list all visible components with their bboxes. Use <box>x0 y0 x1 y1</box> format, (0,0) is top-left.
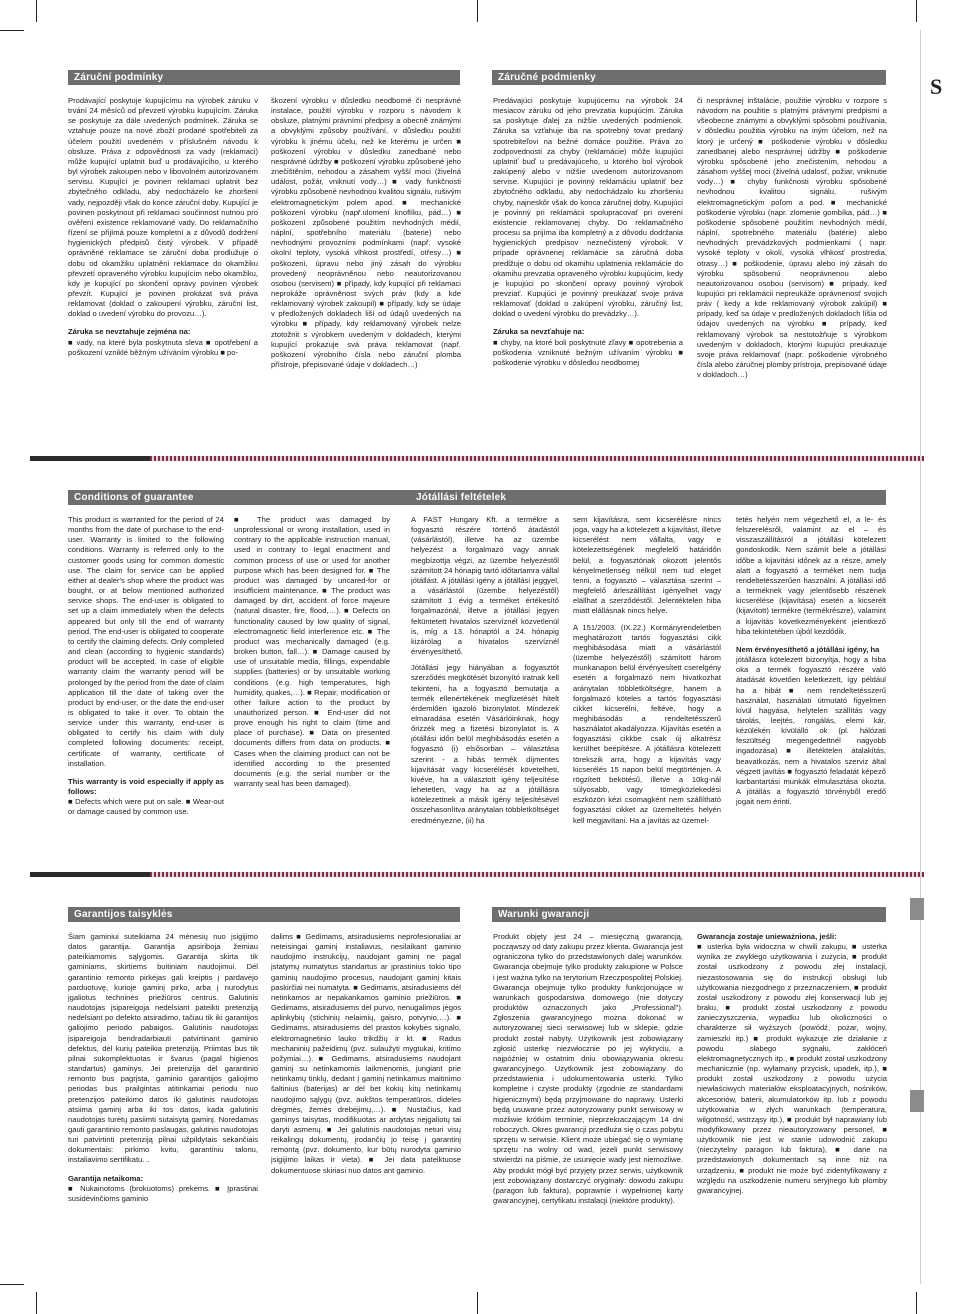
lt-void-list: dalims ■ Gedimams, atsiradusiems neprofesionaliai ar neteisingai gaminį instaliavus, nesilaikant gaminio naudojimo instrukcijų, naudojant gaminį ne pagal įstatymų numatytus standartus ar įprastinius tokio tipo gaminių naudojimo procesus, naudojant gaminį kitais paskirčiai nei numatyta. ■ Gedimams, atsiradusiems dėl netinkamos ar nepakankamos gaminio priežiūros. ■ Gedimams, atsiradusiems dėl purvo, nenugalimos jėgos aplinkybių (stichinių nelaimių, gaisro, potvynio,…). ■ Gedimams, atsiradusiems dėl prastos kokybės signalo, elektromagnetinio lauko trikdžių ir kt. ■ Radus mechaninių pažeidimų (pvz. sulaužyti mygtukai, kritimo požymiai…). ■ Gedimams, atsiradusiems naudojant gaminį su netinkamomis laikmenomis, jungiant prie netinkamų tinklų, dedant į gaminį netinkamus maitinimo šaltinius (baterijas) ar dėl bet kokių kitų netinkamų naudojimo sąlygų (pvz. aukštos temperatūros, dideles drėgmės, žemės drebėjimų,…). ■ Nustačius, kad gaminys taisytas, modifikuotas ar ardytas nejgaliotų tai daryti asmenų. ■ Jei galutinis naudotojas neturi visų reikalingų dokumentų, įrodančių jo teisę į garantinį remontą (pvz. dokumento, kur būtų nurodyta gaminio įsigijimo laikas ir vieta). ■ Jei data pateiktuose dokumentuose skiriasi nuo datos ant gaminio. <box>271 932 461 1175</box>
hu-repair-text: tetés helyén nem végezhető el, a le- és felszerelésről, valamint az el – és visszaszállításról a jótállási kötelezett gondoskodik. Nem számít bele a jótállási időbe a kijavítási időnek az a része, amely alatt a fogyasztó a terméket nem tudja rendeltetésszerűen használni. A jótállási idő a terméknek vagy jelentősebb részének kicserélése (kijavítása) esetén a kicserélt (kijavított) termékre (termékrészre), valamint a kijavítás következményeként jelentkező hiba tekintetében újból kezdődik. <box>736 515 886 636</box>
en-intro-text: This product is warranted for the period of 24 months from the date of purchase to the end-user. Warranty is limited to the following conditions. Warranty is referred only to the customer goods using for common domestic use. The claim for service can be applied either at dealer's shop where the product was bought, or at below mentioned authorized service shops. The end-user is obligated to set up a claim immediately when the defects appeared but only till the end of warranty period. The end-user is obligated to cooperate to certify the claiming defects. Only completed and clean (according to hygienic standards) product will be accepted. In case of eligible warranty claim the warranty period will be prolonged by the period from the date of claim application till the date of taking over the product by end-user, or the date the end-user is obligated to take it over. To obtain the service under this warranty, end-user is obligated to certify his claim with duly completed following documents: receipt, certificate of warranty, certificate of installation. <box>68 515 224 768</box>
cz-void-list-start: ■ vady, na které byla poskytnuta sleva ■ opotřebení a poškození vzniklé běžným užíváním výrobku ■ po- <box>68 337 258 357</box>
sk-void-title: Záruka sa nevzťahuje na: <box>493 327 585 337</box>
crop-mark <box>0 30 24 31</box>
en-void-list: ■ The product was damaged by unprofessional or wrong installation, used in contrary to the applicable instruction manual, used in contrary to legal enactment and common process of use or used for another purpose which has been designed for. ■ The product was damaged by uncared-for or insufficient maintenance. ■ The product was damaged by dirt, accident of force majeure (natural disaster, fire, flood,…). ■ Defects on functionality caused by low quality of signal, electromagnetic field interference etc. ■ The product was mechanically damaged (e.g. broken button, fall…). ■ Damage caused by use of unsuitable media, fillings, expendable supplies (batteries) or by unsuitable working conditions (e.g. high temperatures, high humidity, quakes,…). ■ Repair, modification or other failure action to the product by unauthorized person. ■ End-user did not prove enough his right to claim (time and place of purchase). ■ Data on presented documents differs from data on products. ■ Cases when the claiming product can not be identified according to the presented documents (e.g. the serial number or the warranty seal has been damaged). <box>234 515 390 789</box>
hu-void-title: Nem érvényesíthető a jótállási igény, ha <box>736 644 880 654</box>
crop-mark <box>916 0 917 22</box>
section-separator <box>30 872 924 877</box>
crop-mark <box>0 1284 24 1285</box>
hu-column-3 <box>736 515 886 845</box>
logo-fragment: S <box>930 74 943 99</box>
crop-mark <box>36 1292 37 1314</box>
cz-column-2 <box>271 96 461 426</box>
lt-void-title: Garantija netaikoma: <box>68 1173 144 1183</box>
crop-mark <box>477 1292 478 1314</box>
sk-void-list-start: ■ chyby, na ktoré boli poskytnuté zľavy ■ opotrebenia a poškodenia vzniknuté bežným užívaním výrobku ■ poškodenie výrobku v dôsledku neodbornej <box>493 337 683 367</box>
section-separator <box>30 456 924 461</box>
hu-intro-text-2: Jótállási jegy hiányában a fogyasztót szerződés megkötését bizonyító iratnak kell tekinteni, ha a fogyasztó bemutatja a termék ellenértékének megfizetését hitelt érdemlően igazoló bizonylatot. Mindezek elmaradása esetén Vásárlóinknak, hogy őrizzék meg a fizetési bizonylatot is. A jótállási időn belül meghibásodás esetén a fogyasztó (i) elsősorban – választása szerint - a hibás termék díjmentes kijavítását vagy kicserélését követelheti, kivéve, ha a választott igény teljesítése lehetetlen, vagy ha az a jótállásra kötelezettnek a másik igény teljesítésével összehasonlítva aránytalan többletköltséget eredményezne, (ii) ha <box>411 663 559 825</box>
pl-column-2 <box>697 932 887 1262</box>
lt-void-list-start: ■ Nukainotoms (brokuotoms) prekėms. ■ Įprastinai susidėvinčioms gaminio <box>68 1183 258 1203</box>
lt-column-1 <box>68 932 258 1262</box>
sk-intro-text: Predávajúci poskytuje kupujúcemu na výrobok 24 mesiacov záruku od jeho prevzatia kupujúcim. Záruka sa poskytuje ďalej za nižšie uvedených podmienok. Záruka sa vzťahuje iba na spotrebný tovar predaný spotrebiteľovi na bežné domáce použitie. Práva zo zodpovednosti za chyby (reklamácie) môže kupujúci uplatniť buď u predávajúceho, u ktorého bol výrobok zakúpený alebo v nižšie uvedenom autorizovanom servise. Kupujúci je povinný reklamáciu uplatniť bez zbytočného odkladu, aby nedochádzalo ku zhoršeniu chyby, najneskôr však do konca záručnej doby. Kupujúci je povinný pri reklamácii spolupracovať pri overení existencie reklamovanej chyby. Do reklamačného procesu sa prijíma iba kompletný a z dôvodu dodržania hygienických predpisov neznečistený výrobok. V prípade oprávnenej reklamácie sa záručná doba predlžuje o dobu od okamihu uplatnenia reklamácie do okamihu prevzatia opraveného výrobku kupujúcim, kedy je kupujúci po skončení opravy povinný výrobok prevziať. Kupujúci je povinný preukázať svoje práva reklamovať (doklad o zakúpení výrobku, záručný list, doklad o uvedení výrobku do prevádzky…). <box>493 96 683 319</box>
lt-intro-text: Šiam gaminiui suteikiama 24 mėnesių nuo įsigijimo datos garantija. Garantija apsiriboja žemiau pateikiamomis sąlygomis. Garantija skirta tik gaminiams, skirtiems buitiniam naudojimui. Dėl garantinio remonto pirkėjas gali kreiptis į pardavėjo parduotuvę, kurioje gaminį pirko, arba į nurodytus įgaliotus techninės priežiūros centrus. Galutinis naudotojas įsipareigoja nedelsiant pateikti pretenziją nedelsiant po defekto atsiradimo, tačiau tik iki garantijos galiojimo periodo pabaigos. Galutinis naudotojas įsipareigoja bendradarbiauti patvirtinant gaminio defektus, dėl kurių pateikia pretenziją. Priimtas bus tik pilnai sukomplektuotas ir švarus (pagal higienos standartus) gaminys. Jei pretenzija dėl garantinio remonto bus pagrįsta, gaminio garantijos galiojimo periodas bus prailgintas atitinkamai periodu nuo pretenzijos pateikimo datos iki galutinis naudotojas atsiima gaminį arba iki tos datos, kada galutinis naudotojas turėtų pasiimti sutaisytą gaminį. Norėdamas gauti garantinio remonto paslaugas, galutinis naudotojas turi patvirtinti pretenziją pilnai užpildytais sekančiais dokumentais: pirkimo kvitu, garantiniu talonu, instaliavimo sertifikatu… <box>68 932 258 1165</box>
sk-column-2 <box>697 96 887 426</box>
crop-mark <box>477 0 478 22</box>
lt-column-2 <box>271 932 461 1262</box>
cz-void-title: Záruka se nevztahuje zejména na: <box>68 327 191 337</box>
pl-void-title: Gwarancja zostaje unieważniona, jeśli: <box>697 932 837 941</box>
hu-column-2 <box>573 515 721 845</box>
crop-mark <box>916 1292 917 1314</box>
pl-column-1 <box>493 932 683 1262</box>
cz-void-list: škození výrobku v důsledku neodborné či nesprávné instalace, použití výrobku v rozporu s návodem k obsluze, platnými právními předpisy a obecně známými a obvyklými způsoby používání, v důsledku použití výrobku k jinému účelu, než ke kterému je určen ■ poškození výrobku v důsledku zanedbané nebo nesprávné údržby ■ poškození výrobku způsobené jeho znečištěním, nehodou a zásahem vyšší moci (živelná událost, požár, vniknutí vody…) ■ vady funkčnosti výrobku způsobené nevhodnou kvalitou signálu, rušivým elektromagnetickým polem apod. ■ mechanické poškození výrobku (např.ulomení knoflíku, pád…) ■ poškození způsobené použitím nevhodných médií, náplní, spotřebního materiálu (baterie) nebo nevhodnými provozními podmínkami (např. vysoké okolní teploty, vysoká vlhkost prostředí, otřesy…) ■ poškození, úpravu nebo jiný zásah do výrobku provedený neoprávněnou nebo neautorizovanou osobou (servisem) ■ případy, kdy kupující při reklamaci neprokáže oprávněnost svých práv (kdy a kde reklamovaný výrobek zakoupil) ■ případy, kdy se údaje v předložených dokladech liší od údajů uvedených na výrobku ■ případy, kdy reklamovaný výrobek nelze ztotožnit s výrobkem uvedeným v dokladech, kterými kupující prokazuje svá práva reklamovat (např. poškození výrobního čísla nebo záruční plomba přístroje, přepisované údaje v dokladech…) <box>271 96 461 370</box>
hu-intro-text: A FAST Hungary Kft. a termékre a fogyasztó részére történő átadástól (vásárlástól), illetve ha az üzembe helyezést a forgalmazó vagy annak megbízottja végzi, az üzembe helyezéstől számított 24 hónapig tartó időtartamra vállal jótállást. A jótállási igény a jótállási jeggyel, a vásárlástól (üzembe helyezéstől) számított 1 évig a terméket értékesítő forgalmazónál, illetve a jótállási jegyen feltüntetett hivatalos szervíznél közvetlenül is, míg a 13. hónaptól a 24. hónapig kizárólag a hivatalos szervíznél érvényesíthető. <box>411 515 559 657</box>
en-void-list-start: ■ Defects which were put on sale. ■ Wear-out or damage caused by common use. <box>68 797 224 817</box>
en-column-1 <box>68 515 224 845</box>
en-column-2 <box>234 515 390 845</box>
en-void-title: This warranty is void especially if apply as follows: <box>68 776 224 797</box>
side-tab <box>910 1090 924 1112</box>
sk-column-1 <box>493 96 683 426</box>
section-title-sk: Záručné podmienky <box>492 70 886 85</box>
cz-intro-text: Prodávající poskytuje kupujícímu na výrobek záruku v trvání 24 měsíců od převzetí výrobku kupujícím. Záruka se poskytuje za dále uvedených podmínek. Záruka se vztahuje pouze na nové zboží prodané spotřebiteli za účelem použití uvedeném v příslušném návodu k obsluze. Práva z odpovědnosti za vady (reklamaci) může kupující uplatnit buď u prodávajícího, u kterého byl výrobek zakoupen nebo v libovolném autorizovaném servisu. Kupující je povinen reklamaci uplatnit bez zbytečného odkladu, aby nedocházelo ke zhoršení vady, nejpozději však do konce záruční doby. Kupující je povinen poskytnout při reklamaci součinnost nutnou pro ověření existence reklamované vady. Do reklamačního řízení se přijímá pouze kompletní a z důvodů dodržení hygienických předpisů čistý výrobek. V případě oprávněné reklamace se záruční doba prodlužuje o dobu od okamžiku uplatnění reklamace do okamžiku převzetí opraveného výrobku kupujícím nebo okamžiku, kdy je kupující po skončení opravy povinen výrobek převzít. Kupující je povinen prokázat svá práva reklamovat (doklad o zakoupení výrobku, záruční list, doklad o uvedení výrobku do provozu…). <box>68 96 258 319</box>
side-tab <box>910 898 924 920</box>
hu-rights-text: sem kijavításra, sem kicserélésre nincs joga, vagy ha a kötelezett a kijavítást, illetve kicserélést nem vállalta, vagy e kötelezettségének megfelelő határidőn belül, a fogyasztónak okozott jelentős kényelmetlenség nélkül nem tud eleget tenni, a fogyasztó – választása szerint – megfelelő árleszállítást igényelhet vagy elállhat a szerződéstől. Jelentéktelen hiba miatt elállásnak nincs helye. <box>573 515 721 616</box>
section-title-hu: Jótállási feltételek <box>410 490 886 505</box>
pl-intro-text: Produkt objęty jest 24 – miesięczną gwarancją, począwszy od daty zakupu przez klienta. Gwarancja jest ograniczona tylko do przedstawionych dalej warunków. Gwarancja obejmuje tylko produkty zakupione w Polsce i jest ważna tylko na terytorium Rzeczpospolitej Polskiej. Gwarancja obejmuje tylko produkty funkcjonujące w warunkach gospodarstwa domowego (nie dotyczy produktów oznaczonych jako „Professional"). Zgłoszenia gwarancyjnego można dokonać w autoryzowanej sieci serwisowej lub w sklepie, gdzie produkt został nabyty. Użytkownik jest zobowiązany zgłosić usterkę niezwłocznie po jej wykryciu, a najpóźniej w ostatnim dniu obowiązywania okresu gwarancyjnego. Użytkownik jest zobowiązany do przedstawienia i udokumentowania usterki. Tylko kompletne i czyste produkty (zgodnie ze standardami higienicznymi) będą przyjmowane do naprawy. Usterki będą usuwane przez autoryzowany punkt serwisowy w możliwie krótkim terminie, nieprzekraczającym 14 dni roboczych. Okres gwarancji przedłuża się o czas pobytu sprzętu w serwisie. Klient może ubiegać się o wymianę sprzętu na wolny od wad, jeżeli punkt serwisowy stwierdzi na piśmie, że usunięcie wady jest niemożliwe. Aby produkt mógł być przyjęty przez serwis, użytkownik jest zobowiązany dostarczyć oryginały: dowodu zakupu (paragon lub faktura), poprawnie i wypełnionej karty gwarancyjnej, certyfikatu instalacji (niektóre produkty). <box>493 932 683 1206</box>
hu-regulation-text: A 151/2003. (IX.22.) Kormányrendeletben meghatározott tartós fogyasztási cikk meghibásodása miatt a vásárlástól (üzembe helyezéstől) számított három munkanapon belül érvényesített cserelgény esetén a forgalmazó nem hivatkozhat aránytalan többletköltségre, hanem a forgalmazó köteles a tartós fogyasztási cikket kicserélni, feltéve, hogy a meghibásodás a rendeltetésszerű használatot akadályozza. Kijavítás esetén a fogyasztási cikkbe csak új alkatrész kerülhet beépítésre. A jótállásra kötelezett törekszik arra, hogy a kijavítás vagy kicserélés 15 napon belül megtörténjen. A rögzített bekötésű, illetve a 10kg-nál súlyosabb, vagy tömegközlekedési eszközön kézi csomagként nem szállítható fogyasztási cikket az üzemeltetés helyén kell megjavítani. Ha a javítás az üzemel- <box>573 622 721 825</box>
sk-void-list: či nesprávnej inštalácie, použitie výrobku v rozpore s návodom na použitie s platnými právnymi predpismi a všeobecne známymi a obvyklými spôsobmi používania, v dôsledku použitia výrobku na iným účelom, než na ktorý je určený ■ poškodenie výrobku v dôsledku zanedbanej alebo nesprávnej údržby ■ poškodenie výrobku spôsobené jeho znečistením, nehodou a zásahom vyššej moci (živelná udalosť, požiar, vniknutie vody…) ■ chyby funkčnosti výrobku spôsobené nevhodnou kvalitou signálu, rušivým elektromagnetickým poľom a pod. ■ mechanické poškodenie výrobku (napr. zlomenie gombíka, pád…) ■ poškodenie spôsobené použitím nevhodných médií, náplní, spotrebného materiálu (batérie) alebo nevhodných prevádzkových podmienkami ( napr. vysoké teploty v okolí, vysoká vlhkosť prostredia, otrasy…) ■ poškodenie, úpravu alebo iný zásah do výrobku spôsobenú neoprávnenou alebo neautorizovanou osobou (servisom) ■ prípady, keď kupujúci pri reklamácii nepreukáže oprávnenosť svojich práv ( kedy a kde reklamovaný výrobok zakúpil) ■ prípady, keď sa údaje v predložených dokladoch líšia od údajov uvedených na výrobku ■ prípady, keď reklamovaný výrobok sa nestotožňuje s výrobkom uvedeným v dokladoch, ktorými kupujúci preukazuje svoje práva reklamovať (napr. poškodenie výrobného čísla alebo záručnej plomby prístroja, prepisované údaje v dokladoch…) <box>697 96 887 380</box>
section-title-pl: Warunki gwarancji <box>492 907 886 922</box>
crop-mark <box>36 0 37 22</box>
section-title-en: Conditions of guarantee <box>68 490 460 505</box>
hu-void-list: jótállásra kötelezett bizonyítja, hogy a hiba oka a termék fogyasztó részére való átadását követően keletkezett, így például ha a hibát ■ nem rendeltetésszerű használat, használati útmutató figyelmen kívül hagyása, helytelen szállítás vagy tárolás, leejtés, rongálás, elemi kár, kézülékén kívülálló ok (pl. hálózati feszültség megengedettnél nagyobb ingadozása) ■ illetéktelen átalakítás, beavatkozás, nem a hivatalos szerviz által végzett javítás ■ fogyasztó feladatát képező karbantartási munkák elmulasztása okozta. A jótállás a fogyasztó törvényből eredő jogait nem érinti. <box>736 655 886 807</box>
pl-void-list: ■ usterka była widoczna w chwili zakupu, ■ usterka wynika ze zwykłego użytkowania i zużycia, ■ produkt został uszkodzony z powodu złej instalacji, niezastosowania się do instrukcji obsługi lub użytkowania niezgodnego z przeznaczeniem, ■ produkt został uszkodzony z powodu złej konserwacji lub jej braku, ■ produkt został uszkodzony z powodu zanieczyszczenia, wypadku lub okoliczności o charakterze sił wyższych (powódź, pożar, wojny, zamieszki itp.) ■ produkt wykazuje złe działanie z powodu słabego sygnału, zakłóceń elektromagnetycznych itp., ■ produkt został uszkodzony mechanicznie (np. wyłamany przycisk, upadek, itp.), ■ produkt został uszkodzony z powodu użycia niewłaściwych materiałów eksploatacyjnych, nośników, akcesoriów, baterii, akumulatorków itp. lub z powodu użytkowania w złych warunkach (temperatura, wilgotność, wstrząsy itp.), ■ produkt był naprawiany lub modyfikowany przez nieautoryzowany personel, ■ użytkownik nie jest w stanie udowodnić zakupu (nieczytelny paragon lub faktura), ■ dane na przedstawionych dokumentach są inne niż na urządzeniu, ■ produkt nie może być zidentyfikowany z względu na uszkodzenie numeru seryjnego lub plomby gwarancyjnej. <box>697 942 887 1195</box>
section-title-cz: Záruční podmínky <box>68 70 460 85</box>
cz-column-1 <box>68 96 258 426</box>
hu-column-1 <box>411 515 559 845</box>
section-title-lt: Garantijos taisyklės <box>68 907 460 922</box>
